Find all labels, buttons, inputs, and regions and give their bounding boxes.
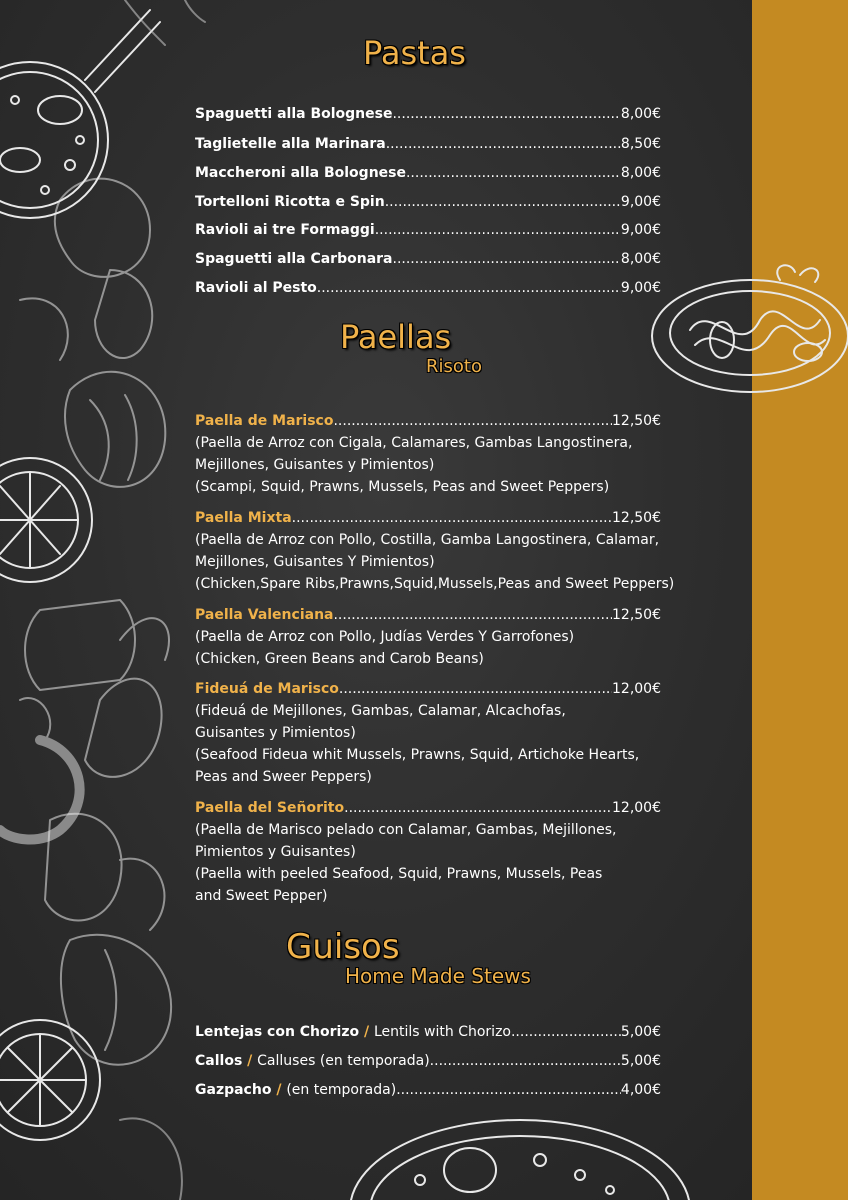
item-translation: (en temporada) — [286, 1082, 397, 1098]
menu-item — [195, 249, 661, 269]
item-name: Paella Mixta — [195, 510, 292, 526]
item-description-en: (Seafood Fideua whit Mussels, Prawns, Squid, Artichoke Hearts, Peas and Sweer Peppers) — [195, 747, 640, 785]
item-price: 12,50€ — [612, 413, 661, 429]
dot-leader — [386, 134, 621, 154]
dot-leader — [292, 507, 612, 529]
paella-item — [195, 678, 735, 788]
item-description-es: (Fideuá de Mejillones, Gambas, Calamar, Alcachofas, Guisantes y Pimientos) — [195, 703, 566, 741]
item-description-en: (Chicken, Green Beans and Carob Beans) — [195, 651, 484, 667]
orange-side-stripe — [752, 0, 848, 1200]
item-price: 9,00€ — [620, 280, 661, 296]
dot-leader — [333, 410, 612, 432]
item-price: 8,50€ — [620, 136, 661, 152]
dot-leader — [393, 249, 621, 269]
seafood-pan-illustration — [0, 10, 160, 218]
item-price: 8,00€ — [620, 106, 661, 122]
item-description-es: (Paella de Marisco pelado con Calamar, Gambas, Mejillones, Pimientos y Guisantes) — [195, 822, 617, 860]
pastas-heading: Pastas — [363, 34, 466, 72]
slash-separator: / — [271, 1082, 287, 1098]
item-name: Taglietelle alla Marinara — [195, 136, 386, 152]
menu-item — [195, 104, 661, 124]
guisos-subheading: Home Made Stews — [345, 964, 531, 988]
item-name: Paella Valenciana — [195, 607, 334, 623]
item-name: Fideuá de Marisco — [195, 681, 339, 697]
item-description-en: (Chicken,Spare Ribs,Prawns,Squid,Mussels,Peas and Sweet Peppers) — [195, 576, 675, 592]
menu-item — [195, 192, 661, 212]
paellas-heading: Paellas — [340, 318, 452, 356]
item-name: Callos — [195, 1053, 243, 1069]
dot-leader — [392, 104, 620, 124]
paellas-subheading: Risoto — [426, 356, 482, 377]
menu-item — [195, 278, 661, 298]
item-description-es: (Paella de Arroz con Pollo, Costilla, Gamba Langostinera, Calamar, Mejillones, Guisantes Y Pimientos) — [195, 532, 660, 570]
item-name: Tortelloni Ricotta e Spin — [195, 194, 385, 210]
paella-item — [195, 797, 735, 907]
item-name: Maccheroni alla Bolognese — [195, 165, 406, 181]
item-name: Paella del Señorito — [195, 800, 345, 816]
item-price: 9,00€ — [620, 194, 661, 210]
item-description-en: (Scampi, Squid, Prawns, Mussels, Peas and Sweet Peppers) — [195, 479, 610, 495]
item-description-es: (Paella de Arroz con Pollo, Judías Verdes Y Garrofones) — [195, 629, 575, 645]
item-price: 12,50€ — [612, 607, 661, 623]
menu-item — [195, 220, 661, 240]
item-price: 8,00€ — [620, 251, 661, 267]
dot-leader — [339, 678, 612, 700]
dot-leader — [317, 278, 621, 298]
item-translation: Lentils with Chorizo — [374, 1024, 511, 1040]
item-name: Ravioli ai tre Formaggi — [195, 222, 375, 238]
dot-leader — [430, 1051, 621, 1071]
item-description-es: (Paella de Arroz con Cigala, Calamares, Gambas Langostinera, Mejillones, Guisantes y Pimientos) — [195, 435, 633, 473]
item-price: 5,00€ — [620, 1024, 661, 1040]
dot-leader — [344, 797, 612, 819]
item-price: 4,00€ — [620, 1082, 661, 1098]
bottom-bowl-illustration — [350, 1120, 690, 1200]
item-name: Spaguetti alla Bolognese — [195, 106, 393, 122]
item-price: 12,50€ — [612, 510, 661, 526]
menu-item — [195, 163, 661, 183]
paella-item — [195, 604, 735, 670]
slash-separator: / — [242, 1053, 258, 1069]
item-name: Ravioli al Pesto — [195, 280, 317, 296]
dot-leader — [511, 1022, 621, 1042]
paella-item — [195, 507, 735, 595]
dot-leader — [406, 163, 621, 183]
menu-item — [195, 1051, 661, 1071]
guisos-heading: Guisos — [286, 927, 400, 967]
item-description-en: (Paella with peeled Seafood, Squid, Prawns, Mussels, Peas and Sweet Pepper) — [195, 866, 603, 904]
item-translation: Calluses (en temporada) — [257, 1053, 430, 1069]
item-name: Gazpacho — [195, 1082, 272, 1098]
paella-item — [195, 410, 735, 498]
item-name: Paella de Marisco — [195, 413, 334, 429]
item-price: 12,00€ — [612, 800, 661, 816]
item-price: 9,00€ — [620, 222, 661, 238]
item-price: 12,00€ — [612, 681, 661, 697]
dot-leader — [385, 192, 621, 212]
menu-item — [195, 1022, 661, 1042]
item-price: 8,00€ — [620, 165, 661, 181]
item-name: Lentejas con Chorizo — [195, 1024, 360, 1040]
item-price: 5,00€ — [620, 1053, 661, 1069]
item-name: Spaguetti alla Carbonara — [195, 251, 393, 267]
dot-leader — [333, 604, 612, 626]
menu-item — [195, 134, 661, 154]
menu-item — [195, 1080, 661, 1100]
dot-leader — [396, 1080, 621, 1100]
dot-leader — [375, 220, 621, 240]
slash-separator: / — [359, 1024, 374, 1040]
